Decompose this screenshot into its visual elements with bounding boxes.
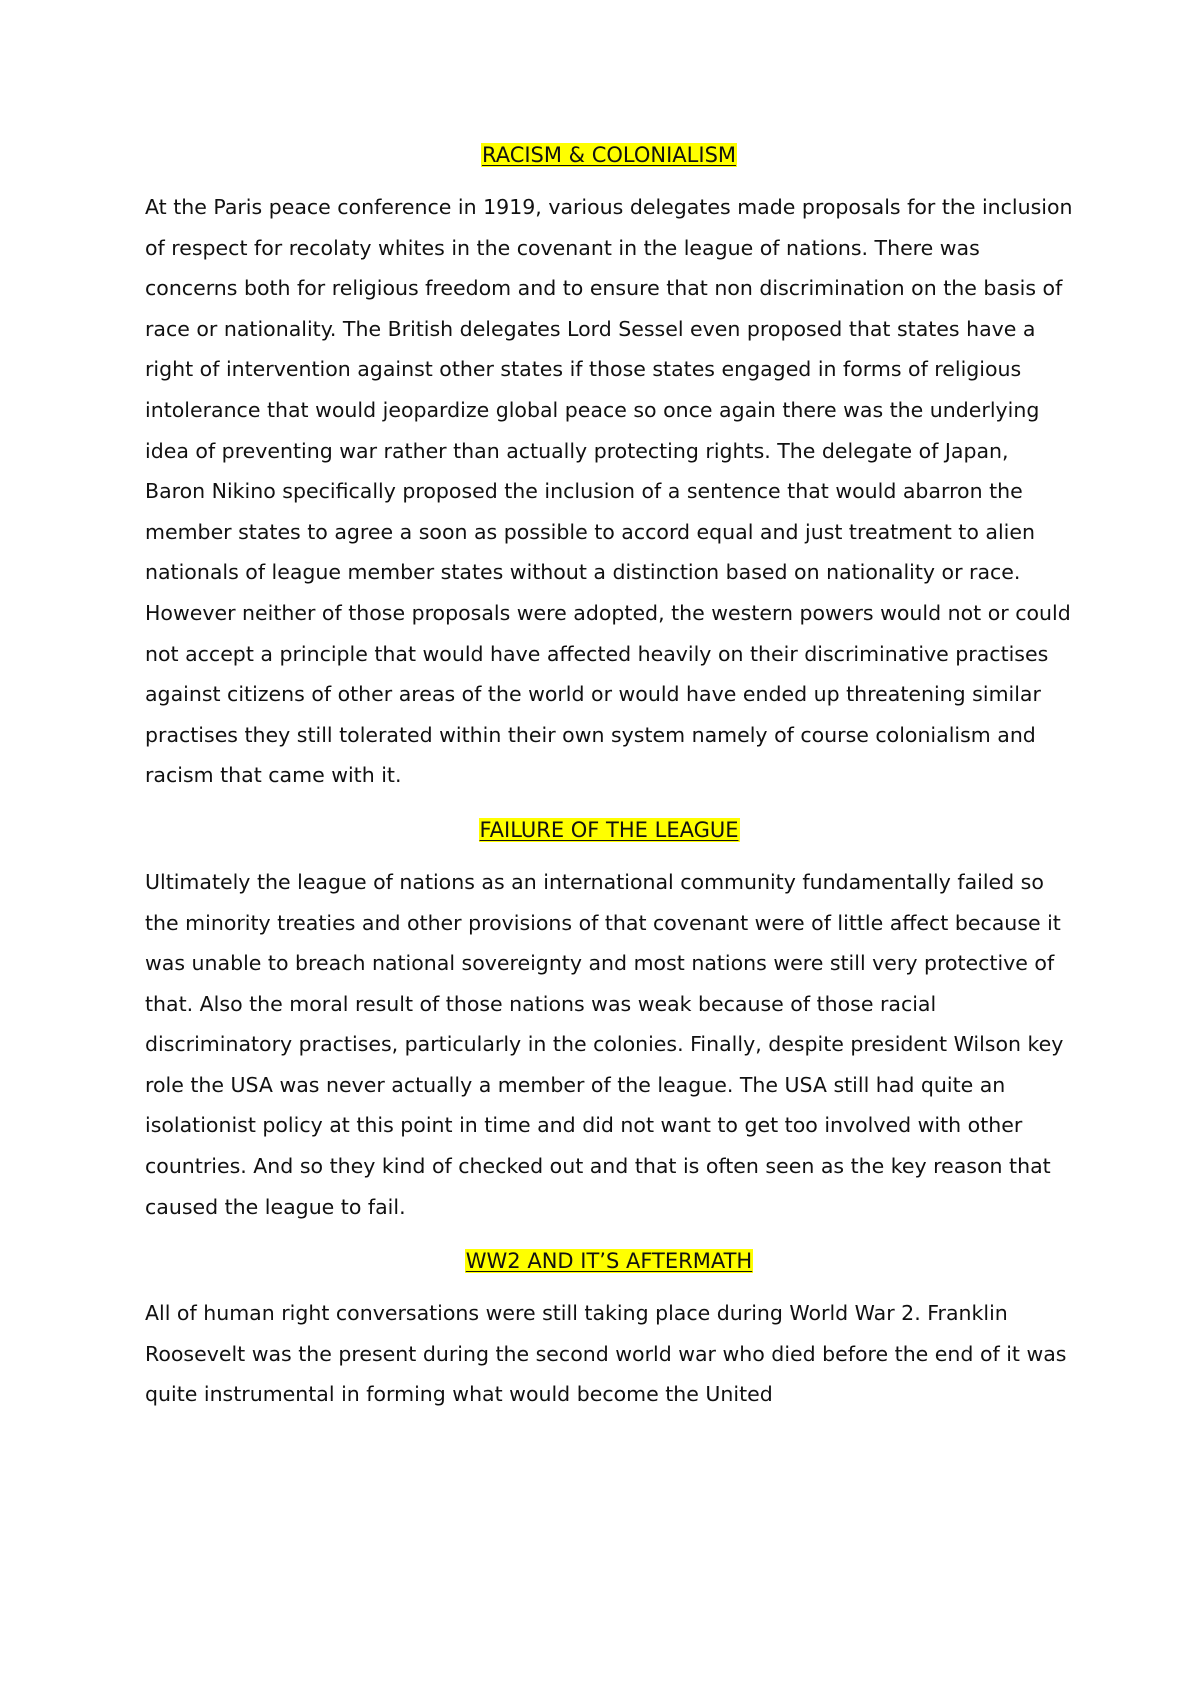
section-heading-racism-colonialism: RACISM & COLONIALISM (481, 143, 737, 167)
document-content (145, 141, 1073, 1435)
section-heading-ww2-aftermath: WW2 AND IT’S AFTERMATH (465, 1249, 753, 1274)
section-body-ww2-aftermath: All of human right conversations were still taking place during World War 2. Franklin Roosevelt was the present during the second world war who died before the end of it was quite instrumental in forming what would become the United (145, 1301, 1067, 1407)
section-heading-failure-of-league: FAILURE OF THE LEAGUE (479, 817, 739, 842)
section-body-failure-of-league: Ultimately the league of nations as an international community fundamentally failed so the minority treaties and other provisions of that covenant were of little affect because it was unable to breach national sovereignty and most nations were still very protective of that. Also the moral result of those nations was weak because of those racial discriminatory practises, particularly in the colonies. Finally, despite president Wilson key role the USA was never actually a member of the league. The USA still had quite an isolationist policy at this point in time and did not want to get too involved with other countries. And so they kind of checked out and that is often seen as the key reason that caused the league to fail. (145, 869, 1064, 1219)
section-body-racism-colonialism: At the Paris peace conference in 1919, various delegates made proposals for the inclusion of respect for recolaty whites in the covenant in the league of nations. There was concerns both for religious freedom and to ensure that non discrimination on the basis of race or nationality. The British delegates Lord Sessel even proposed that states have a right of intervention against other states if those states engaged in forms of religious intolerance that would jeopardize global peace so once again there was the underlying idea of preventing war rather than actually protecting rights. The delegate of Japan, Baron Nikino specifically proposed the inclusion of a sentence that would abarron the member states to agree a soon as possible to accord equal and just treatment to alien nationals of league member states without a distinction based on nationality or race. However neither of those proposals were adopted, the western powers would not or could not accept a principle that would have affected heavily on their discriminative practises against citizens of other areas of the world or would have ended up threatening similar practises they still tolerated within their own system namely of course colonialism and racism that came with it. (145, 195, 1073, 788)
